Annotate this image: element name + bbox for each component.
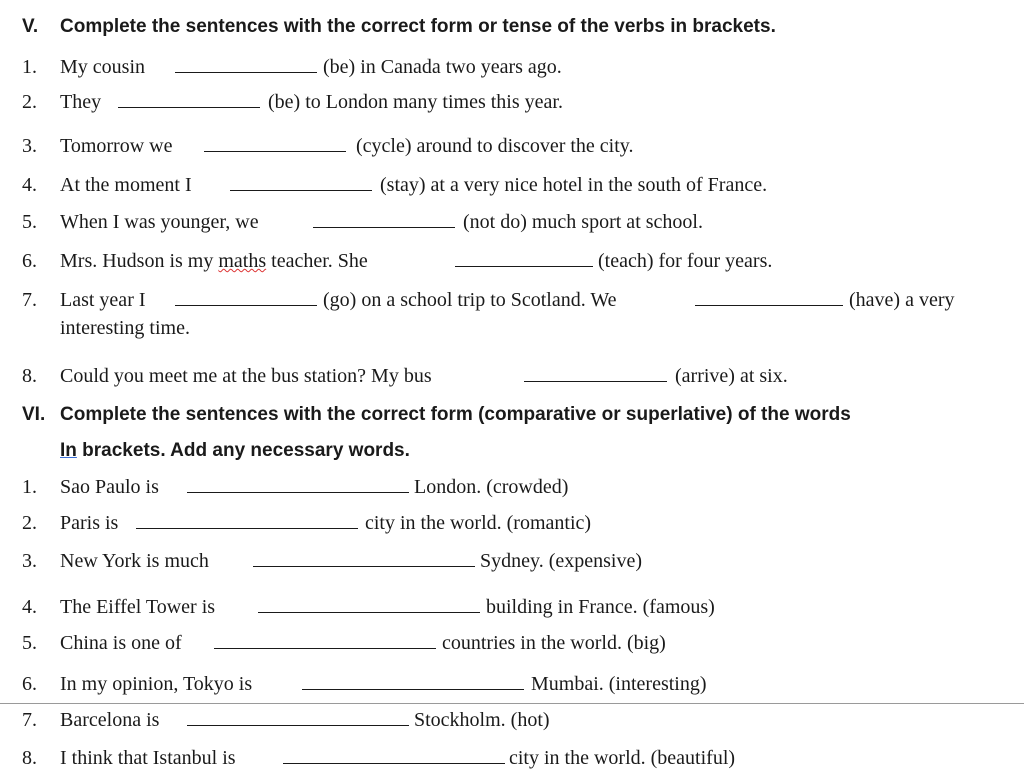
answer-blank[interactable] [118,107,260,108]
answer-blank[interactable] [283,763,505,764]
answer-blank[interactable] [187,725,409,726]
answer-blank[interactable] [258,612,480,613]
list-item: 3. New York is much Sydney. (expensive) [22,550,642,572]
section-v-title: Complete the sentences with the correct form or tense of the verbs in brackets. [60,16,776,37]
list-item: 8. I think that Istanbul is city in the world. (beautiful) [22,747,736,769]
list-item: 1. Sao Paulo is London. (crowded) [22,476,569,498]
answer-blank[interactable] [175,305,317,306]
answer-blank[interactable] [253,566,475,567]
answer-blank[interactable] [136,528,358,529]
section-vi-title: Complete the sentences with the correct form (comparative or superlative) of the words [60,404,851,425]
answer-blank[interactable] [187,492,409,493]
answer-blank[interactable] [230,190,372,191]
answer-blank[interactable] [204,151,346,152]
list-item: 2. They (be) to London many times this year. [22,91,563,113]
list-item: 3. Tomorrow we (cycle) around to discover the city. [22,135,634,157]
answer-blank[interactable] [455,266,593,267]
list-item: 6. In my opinion, Tokyo is Mumbai. (interesting) [22,673,707,695]
section-vi-number: VI. [22,404,46,425]
section-vi-heading [22,405,851,424]
list-item: 4. At the moment I (stay) at a very nice hotel in the south of France. [22,174,768,196]
list-item: 7. Barcelona is Stockholm. (hot) [22,709,550,731]
list-item: 7. Last year I (go) on a school trip to Scotland. We (have) a very [22,289,955,311]
list-item: 8. Could you meet me at the bus station? My bus (arrive) at six. [22,365,788,387]
list-item: 6. Mrs. Hudson is my maths teacher. She (teach) for four years. [22,250,773,272]
section-vi-heading-continuation: In brackets. Add any necessary words. [60,440,410,461]
spellcheck-word: In [60,440,77,461]
list-item: 2. Paris is city in the world. (romantic) [22,512,592,534]
answer-blank[interactable] [695,305,843,306]
answer-blank[interactable] [302,689,524,690]
divider [0,703,1024,704]
section-v-number: V. [22,16,39,37]
list-item: 4. The Eiffel Tower is building in France. (famous) [22,596,715,618]
spellcheck-word: maths [218,250,267,272]
list-item: 5. China is one of countries in the world. (big) [22,632,666,654]
list-item-continuation: interesting time. [60,317,190,339]
section-v-heading [22,17,776,36]
answer-blank[interactable] [313,227,455,228]
answer-blank[interactable] [175,72,317,73]
list-item: 5. When I was younger, we (not do) much sport at school. [22,211,703,233]
list-item: 1. My cousin (be) in Canada two years ago. [22,56,562,78]
answer-blank[interactable] [214,648,436,649]
answer-blank[interactable] [524,381,667,382]
